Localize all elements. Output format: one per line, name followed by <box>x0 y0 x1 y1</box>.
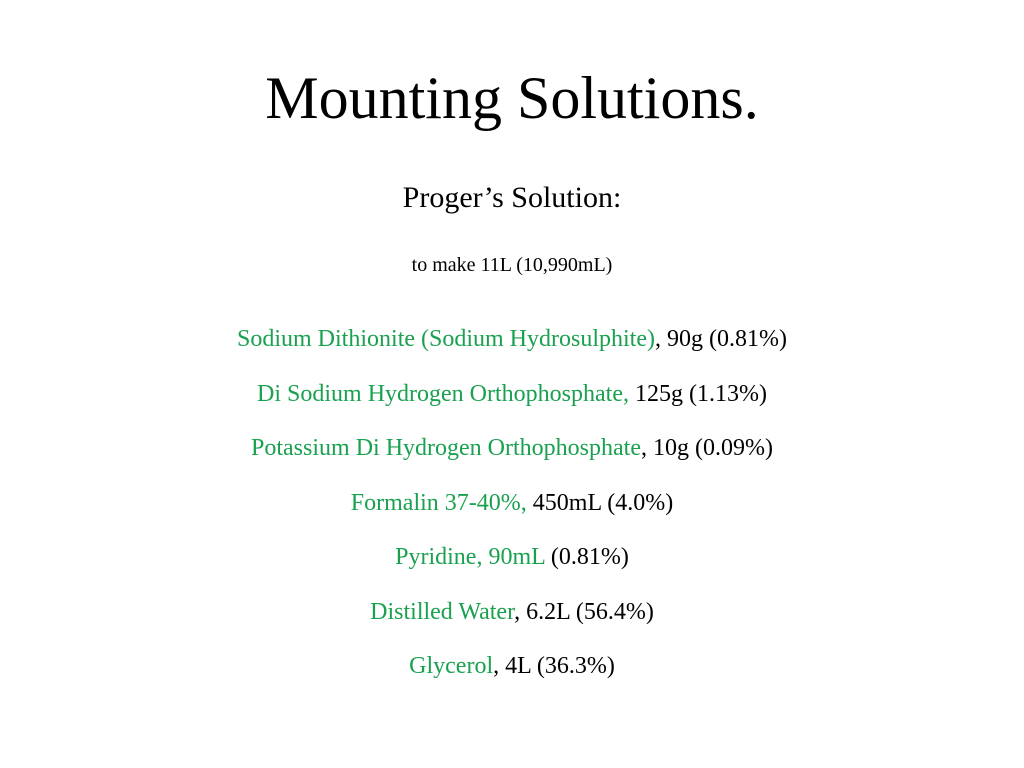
ingredient-name: Distilled Water <box>370 598 515 625</box>
ingredient-amount: (0.81%) <box>544 544 629 570</box>
ingredient-name: Glycerol <box>409 653 494 679</box>
volume-note: to make 11L (10,990mL) <box>411 254 613 276</box>
ingredient-item <box>0 376 1024 431</box>
ingredient-amount: , 90g (0.81%) <box>655 326 787 352</box>
ingredient-item <box>0 321 1024 376</box>
ingredient-name: Formalin 37-40%, <box>350 489 527 516</box>
ingredient-name: Di Sodium Hydrogen Orthophosphate, <box>257 380 629 407</box>
ingredient-item <box>0 430 1024 485</box>
ingredient-amount: 450mL (4.0%) <box>526 489 674 516</box>
ingredient-item <box>0 594 1024 649</box>
ingredient-amount: 125g (1.13%) <box>628 380 767 407</box>
ingredient-name: Pyridine, 90mL <box>395 544 545 570</box>
ingredient-amount: , 10g (0.09%) <box>640 435 773 461</box>
ingredient-amount: , 6.2L (56.4%) <box>514 598 654 625</box>
slide-subtitle: Proger’s Solution: <box>402 181 622 214</box>
ingredient-name: Sodium Dithionite (Sodium Hydrosulphite) <box>237 326 655 352</box>
ingredient-item <box>0 648 1024 703</box>
ingredient-list <box>0 321 1024 703</box>
ingredient-item <box>0 539 1024 594</box>
ingredient-name: Potassium Di Hydrogen Orthophosphate <box>251 435 641 461</box>
ingredient-item <box>0 485 1024 540</box>
ingredient-amount: , 4L (36.3%) <box>493 653 615 679</box>
slide-title: Mounting Solutions. <box>265 65 759 131</box>
